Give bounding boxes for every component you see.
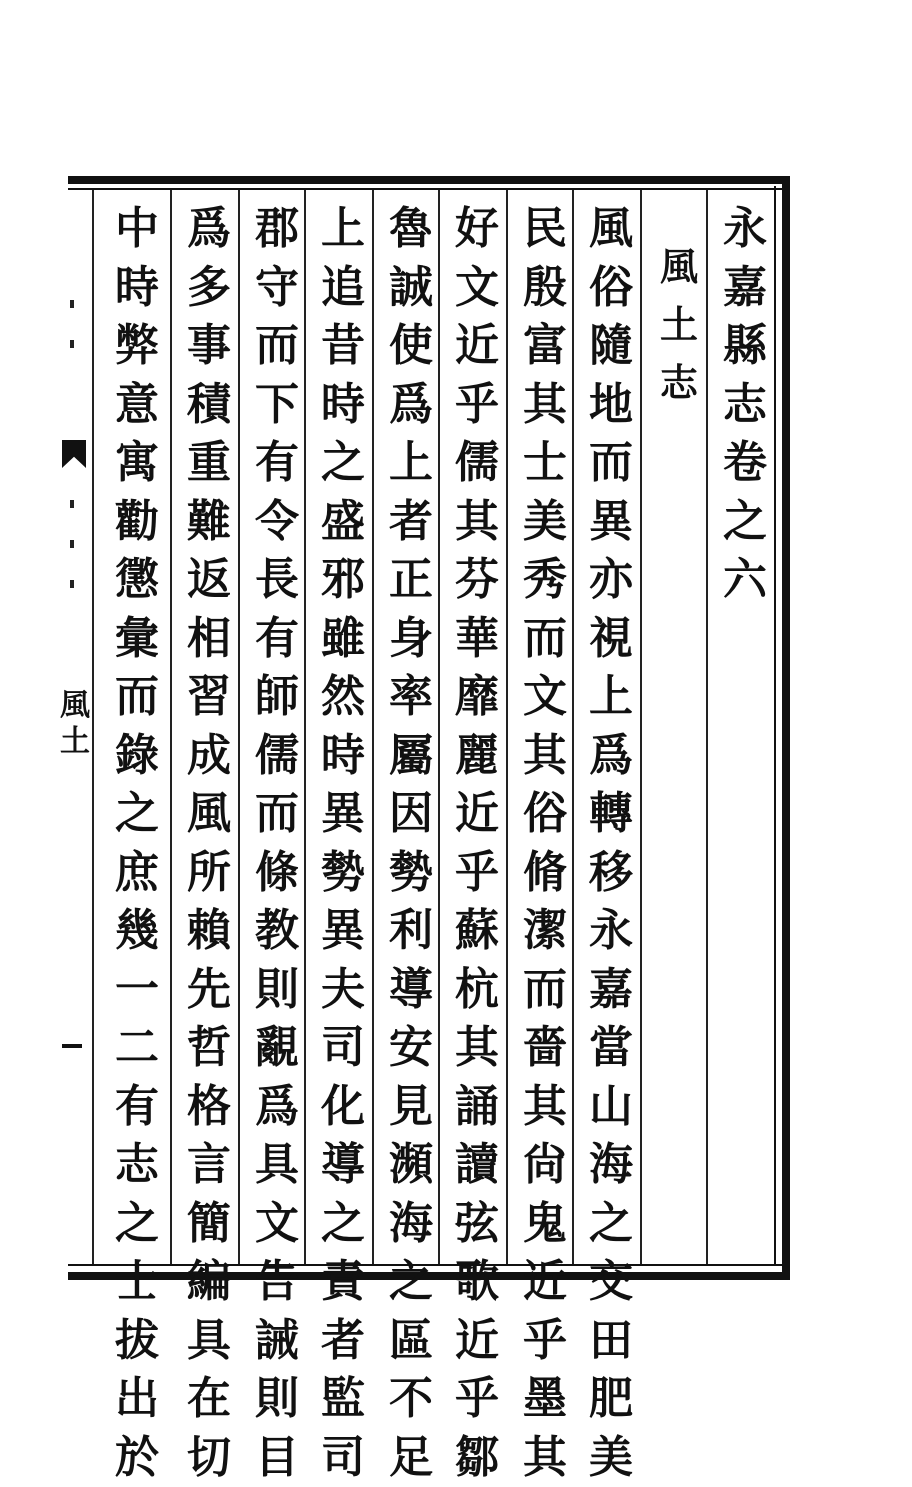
text-char: 返 bbox=[187, 551, 231, 610]
text-char: 而 bbox=[523, 610, 567, 669]
text-char: 錄 bbox=[115, 727, 159, 786]
text-char: 事 bbox=[187, 317, 231, 376]
text-char: 近 bbox=[523, 1253, 567, 1312]
text-char: 富 bbox=[523, 317, 567, 376]
text-char: 爲 bbox=[255, 1078, 299, 1137]
text-char: 二 bbox=[115, 1019, 159, 1078]
margin-dot bbox=[70, 540, 74, 548]
column-divider bbox=[506, 190, 508, 1264]
text-char: 芬 bbox=[455, 551, 499, 610]
text-char: 在 bbox=[187, 1370, 231, 1429]
text-char: 麗 bbox=[455, 727, 499, 786]
frame-top-border bbox=[68, 176, 788, 184]
text-char: 海 bbox=[389, 1195, 433, 1254]
text-char: 上 bbox=[321, 200, 365, 259]
title-char: 嘉 bbox=[723, 259, 767, 318]
text-char: 而 bbox=[523, 961, 567, 1020]
text-char: 志 bbox=[115, 1136, 159, 1195]
text-char: 所 bbox=[187, 844, 231, 903]
text-char: 重 bbox=[187, 434, 231, 493]
frame-right-border bbox=[782, 176, 790, 1280]
text-char: 則 bbox=[255, 961, 299, 1020]
text-char: 弊 bbox=[115, 317, 159, 376]
column-divider bbox=[372, 190, 374, 1264]
text-char: 時 bbox=[321, 727, 365, 786]
text-char: 嗇 bbox=[523, 1019, 567, 1078]
text-char: 儒 bbox=[455, 434, 499, 493]
text-char: 秀 bbox=[523, 551, 567, 610]
text-char: 上 bbox=[389, 434, 433, 493]
text-char: 好 bbox=[455, 200, 499, 259]
text-char: 俗 bbox=[589, 259, 633, 318]
text-char: 安 bbox=[389, 1019, 433, 1078]
text-char: 編 bbox=[187, 1253, 231, 1312]
title-char: 之 bbox=[723, 493, 767, 552]
text-char: 其 bbox=[523, 1078, 567, 1137]
text-char: 先 bbox=[187, 961, 231, 1020]
section-char: 志 bbox=[660, 354, 698, 412]
text-char: 肥 bbox=[589, 1370, 633, 1429]
text-char: 乎 bbox=[455, 376, 499, 435]
column-divider bbox=[706, 190, 708, 1264]
text-char: 中 bbox=[115, 200, 159, 259]
text-char: 盛 bbox=[321, 493, 365, 552]
text-char: 下 bbox=[255, 376, 299, 435]
text-char: 率 bbox=[389, 668, 433, 727]
text-char: 士 bbox=[523, 434, 567, 493]
text-char: 異 bbox=[321, 785, 365, 844]
text-char: 則 bbox=[255, 1370, 299, 1429]
text-char: 拔 bbox=[115, 1312, 159, 1371]
text-char: 之 bbox=[389, 1253, 433, 1312]
text-char: 誡 bbox=[255, 1312, 299, 1371]
title-char: 縣 bbox=[723, 317, 767, 376]
volume-title bbox=[718, 200, 772, 1260]
text-char: 昔 bbox=[321, 317, 365, 376]
text-char: 時 bbox=[321, 376, 365, 435]
text-char: 有 bbox=[115, 1078, 159, 1137]
text-char: 見 bbox=[389, 1078, 433, 1137]
text-char: 弦 bbox=[455, 1195, 499, 1254]
text-char: 移 bbox=[589, 844, 633, 903]
title-char: 永 bbox=[723, 200, 767, 259]
text-char: 使 bbox=[389, 317, 433, 376]
text-char: 化 bbox=[321, 1078, 365, 1137]
text-char: 成 bbox=[187, 727, 231, 786]
margin-dash bbox=[62, 1044, 82, 1048]
text-char: 風 bbox=[589, 200, 633, 259]
margin-dot bbox=[70, 300, 74, 308]
text-char: 尙 bbox=[523, 1136, 567, 1195]
text-column bbox=[384, 200, 438, 1260]
text-char: 乎 bbox=[455, 844, 499, 903]
text-char: 爲 bbox=[589, 727, 633, 786]
text-char: 歌 bbox=[455, 1253, 499, 1312]
text-char: 地 bbox=[589, 376, 633, 435]
text-char: 積 bbox=[187, 376, 231, 435]
text-char: 者 bbox=[321, 1312, 365, 1371]
text-char: 華 bbox=[455, 610, 499, 669]
text-char: 乎 bbox=[523, 1312, 567, 1371]
margin-label-char: 土 bbox=[60, 724, 90, 760]
text-char: 永 bbox=[589, 902, 633, 961]
text-char: 一 bbox=[115, 961, 159, 1020]
text-char: 山 bbox=[589, 1078, 633, 1137]
margin-dot bbox=[70, 580, 74, 588]
text-char: 海 bbox=[589, 1136, 633, 1195]
text-char: 區 bbox=[389, 1312, 433, 1371]
text-char: 爲 bbox=[389, 376, 433, 435]
text-char: 文 bbox=[523, 668, 567, 727]
text-char: 儒 bbox=[255, 727, 299, 786]
section-char: 風 bbox=[660, 238, 698, 296]
column-divider bbox=[92, 190, 94, 1264]
section-heading bbox=[652, 238, 706, 1298]
frame-right-inner-border bbox=[774, 186, 776, 1266]
text-char: 靡 bbox=[455, 668, 499, 727]
text-char: 其 bbox=[523, 376, 567, 435]
text-char: 正 bbox=[389, 551, 433, 610]
text-char: 嘉 bbox=[589, 961, 633, 1020]
text-char: 幾 bbox=[115, 902, 159, 961]
text-char: 懲 bbox=[115, 551, 159, 610]
text-char: 民 bbox=[523, 200, 567, 259]
text-char: 乎 bbox=[455, 1370, 499, 1429]
text-char: 而 bbox=[255, 785, 299, 844]
text-char: 隨 bbox=[589, 317, 633, 376]
text-char: 風 bbox=[187, 785, 231, 844]
text-char: 令 bbox=[255, 493, 299, 552]
text-char: 美 bbox=[523, 493, 567, 552]
text-char: 之 bbox=[321, 1195, 365, 1254]
text-char: 司 bbox=[321, 1429, 365, 1487]
text-char: 簡 bbox=[187, 1195, 231, 1254]
text-char: 導 bbox=[321, 1136, 365, 1195]
text-char: 寓 bbox=[115, 434, 159, 493]
text-char: 郡 bbox=[255, 200, 299, 259]
text-char: 轉 bbox=[589, 785, 633, 844]
text-char: 習 bbox=[187, 668, 231, 727]
text-char: 視 bbox=[589, 610, 633, 669]
text-char: 俗 bbox=[523, 785, 567, 844]
margin-dot bbox=[70, 340, 74, 348]
margin-label-char: 風 bbox=[60, 688, 90, 724]
text-char: 蘇 bbox=[455, 902, 499, 961]
text-char: 異 bbox=[321, 902, 365, 961]
text-char: 其 bbox=[455, 493, 499, 552]
text-column bbox=[250, 200, 304, 1260]
text-char: 有 bbox=[255, 610, 299, 669]
text-char: 之 bbox=[115, 1195, 159, 1254]
text-char: 而 bbox=[115, 668, 159, 727]
text-char: 長 bbox=[255, 551, 299, 610]
column-divider bbox=[304, 190, 306, 1264]
text-char: 勢 bbox=[321, 844, 365, 903]
text-char: 鬼 bbox=[523, 1195, 567, 1254]
text-char: 田 bbox=[589, 1312, 633, 1371]
text-char: 因 bbox=[389, 785, 433, 844]
text-char: 近 bbox=[455, 1312, 499, 1371]
text-char: 切 bbox=[187, 1429, 231, 1487]
text-char: 追 bbox=[321, 259, 365, 318]
text-char: 魯 bbox=[389, 200, 433, 259]
text-char: 殷 bbox=[523, 259, 567, 318]
text-char: 誦 bbox=[455, 1078, 499, 1137]
fishtail-mark-icon bbox=[62, 440, 86, 468]
text-char: 出 bbox=[115, 1370, 159, 1429]
text-char: 亦 bbox=[589, 551, 633, 610]
text-char: 目 bbox=[255, 1429, 299, 1487]
text-char: 賴 bbox=[187, 902, 231, 961]
text-char: 近 bbox=[455, 785, 499, 844]
text-char: 利 bbox=[389, 902, 433, 961]
text-char: 爲 bbox=[187, 200, 231, 259]
text-char: 難 bbox=[187, 493, 231, 552]
text-char: 近 bbox=[455, 317, 499, 376]
text-char: 有 bbox=[255, 434, 299, 493]
title-char: 六 bbox=[723, 551, 767, 610]
column-divider bbox=[438, 190, 440, 1264]
text-column bbox=[110, 200, 164, 1260]
column-divider bbox=[572, 190, 574, 1264]
text-char: 其 bbox=[523, 727, 567, 786]
text-char: 潔 bbox=[523, 902, 567, 961]
section-char: 土 bbox=[660, 296, 698, 354]
text-char: 之 bbox=[115, 785, 159, 844]
text-char: 具 bbox=[255, 1136, 299, 1195]
text-char: 屬 bbox=[389, 727, 433, 786]
text-char: 文 bbox=[455, 259, 499, 318]
text-char: 之 bbox=[321, 434, 365, 493]
text-char: 司 bbox=[321, 1019, 365, 1078]
text-char: 不 bbox=[389, 1370, 433, 1429]
text-char: 師 bbox=[255, 668, 299, 727]
text-char: 導 bbox=[389, 961, 433, 1020]
text-char: 墨 bbox=[523, 1370, 567, 1429]
text-char: 身 bbox=[389, 610, 433, 669]
text-char: 夫 bbox=[321, 961, 365, 1020]
text-char: 文 bbox=[255, 1195, 299, 1254]
margin-dot bbox=[70, 500, 74, 508]
text-char: 而 bbox=[589, 434, 633, 493]
text-char: 格 bbox=[187, 1078, 231, 1137]
text-column bbox=[584, 200, 638, 1260]
text-char: 雖 bbox=[321, 610, 365, 669]
column-divider bbox=[238, 190, 240, 1264]
text-char: 邪 bbox=[321, 551, 365, 610]
text-char: 相 bbox=[187, 610, 231, 669]
text-char: 其 bbox=[523, 1429, 567, 1487]
frame-top-inner-border bbox=[68, 188, 788, 190]
text-char: 之 bbox=[589, 1195, 633, 1254]
text-char: 鄒 bbox=[455, 1429, 499, 1487]
text-char: 勸 bbox=[115, 493, 159, 552]
text-char: 其 bbox=[455, 1019, 499, 1078]
text-char: 告 bbox=[255, 1253, 299, 1312]
text-char: 哲 bbox=[187, 1019, 231, 1078]
text-char: 當 bbox=[589, 1019, 633, 1078]
text-char: 士 bbox=[115, 1253, 159, 1312]
text-char: 彙 bbox=[115, 610, 159, 669]
text-char: 具 bbox=[187, 1312, 231, 1371]
text-char: 脩 bbox=[523, 844, 567, 903]
text-char: 美 bbox=[589, 1429, 633, 1487]
text-column bbox=[450, 200, 504, 1260]
text-char: 杭 bbox=[455, 961, 499, 1020]
text-char: 而 bbox=[255, 317, 299, 376]
text-char: 時 bbox=[115, 259, 159, 318]
title-char: 卷 bbox=[723, 434, 767, 493]
text-column bbox=[518, 200, 572, 1260]
text-char: 讀 bbox=[455, 1136, 499, 1195]
text-char: 誠 bbox=[389, 259, 433, 318]
text-char: 教 bbox=[255, 902, 299, 961]
text-char: 多 bbox=[187, 259, 231, 318]
text-column bbox=[316, 200, 370, 1260]
text-char: 交 bbox=[589, 1253, 633, 1312]
text-column bbox=[182, 200, 236, 1260]
column-divider bbox=[170, 190, 172, 1264]
text-char: 瀕 bbox=[389, 1136, 433, 1195]
column-divider bbox=[640, 190, 642, 1264]
text-char: 守 bbox=[255, 259, 299, 318]
title-char: 志 bbox=[723, 376, 767, 435]
text-char: 責 bbox=[321, 1253, 365, 1312]
text-char: 於 bbox=[115, 1429, 159, 1487]
text-char: 勢 bbox=[389, 844, 433, 903]
text-char: 然 bbox=[321, 668, 365, 727]
text-char: 覶 bbox=[255, 1019, 299, 1078]
text-char: 庶 bbox=[115, 844, 159, 903]
margin-label bbox=[58, 688, 92, 760]
text-char: 條 bbox=[255, 844, 299, 903]
text-char: 上 bbox=[589, 668, 633, 727]
text-char: 者 bbox=[389, 493, 433, 552]
text-char: 異 bbox=[589, 493, 633, 552]
text-char: 意 bbox=[115, 376, 159, 435]
text-char: 足 bbox=[389, 1429, 433, 1487]
text-char: 言 bbox=[187, 1136, 231, 1195]
text-char: 監 bbox=[321, 1370, 365, 1429]
